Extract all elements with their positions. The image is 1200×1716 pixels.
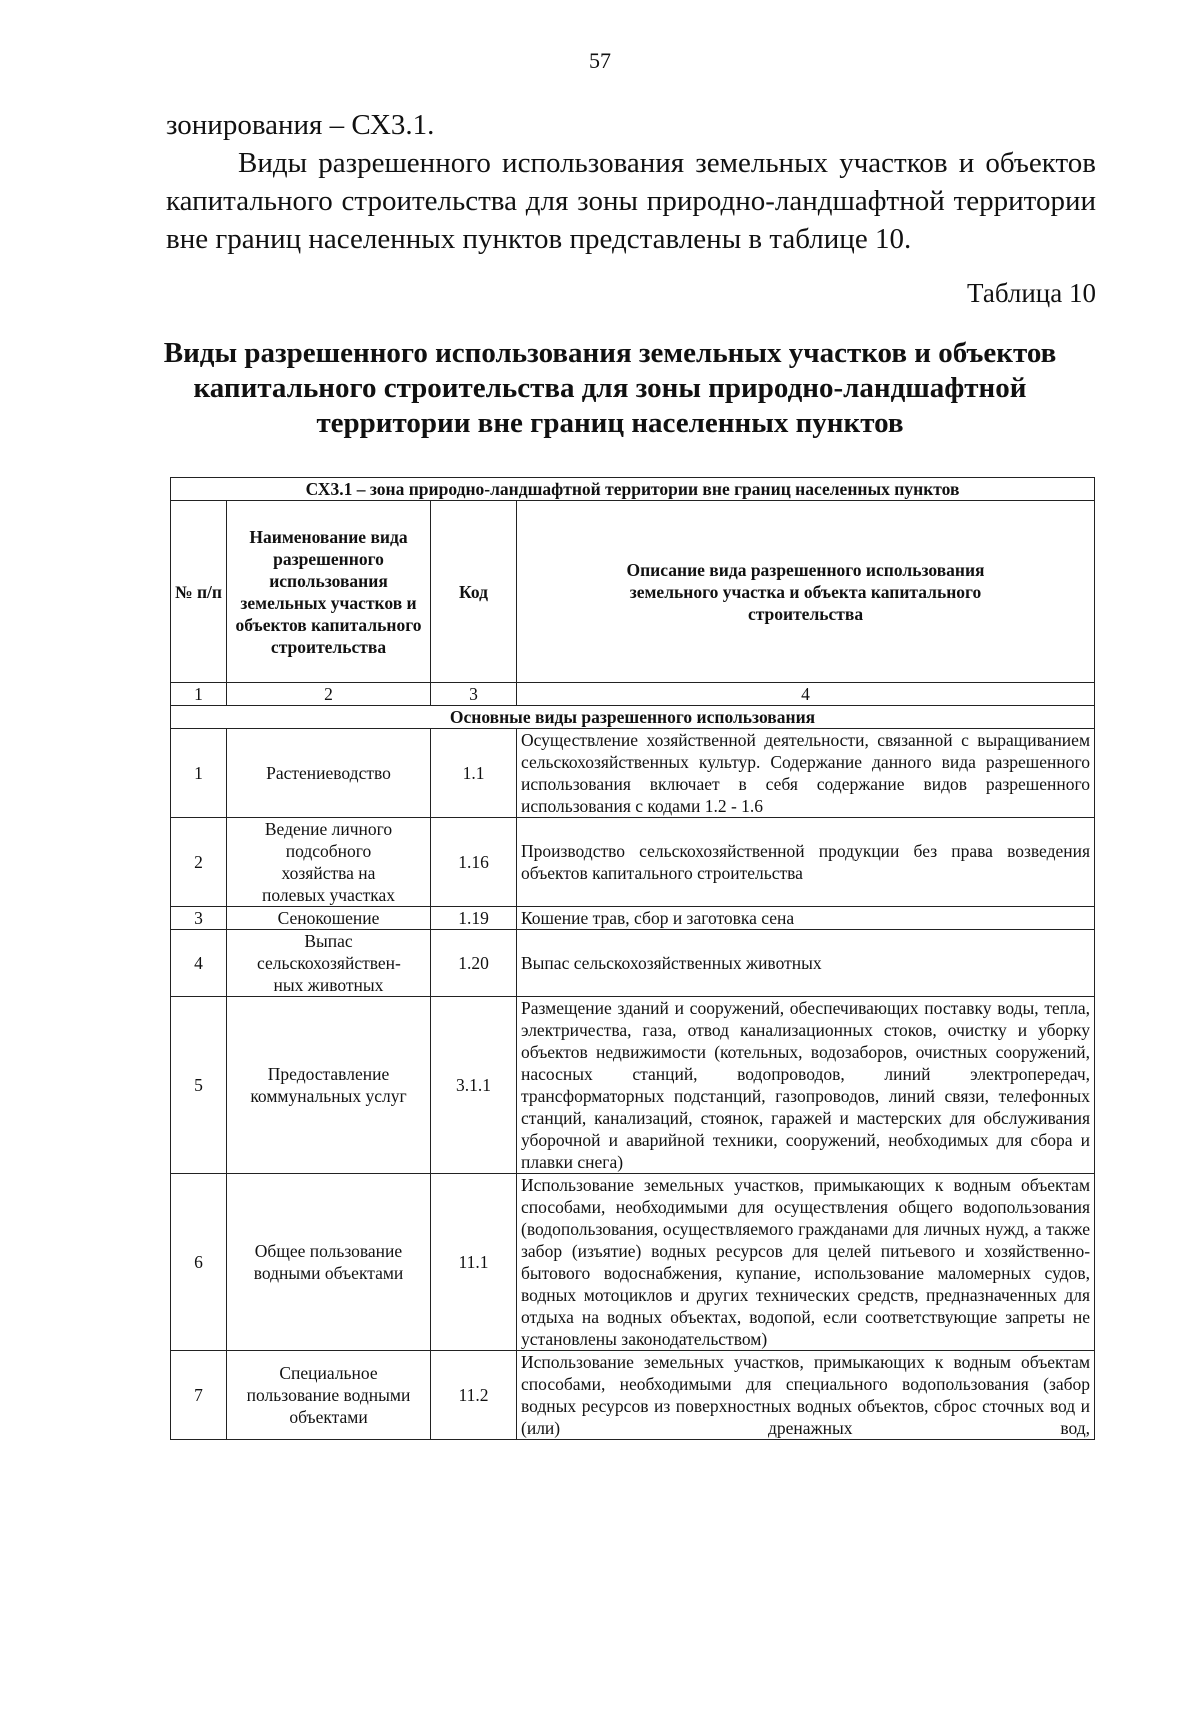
table-row <box>171 930 1095 997</box>
row-code: 11.2 <box>431 1351 517 1440</box>
table-title: Виды разрешенного использования земельных участков и объектов капитального строительства для зоны природно-ландшафтной территории вне границ населенных пунктов <box>163 337 1057 439</box>
row-name: Сенокошение <box>227 907 431 930</box>
intro-paragraph-1: зонирования – СХ3.1. <box>166 109 435 141</box>
row-name: Предоставление коммунальных услуг <box>227 997 431 1174</box>
column-number: 4 <box>517 683 1095 706</box>
table-row <box>171 729 1095 818</box>
row-description: Производство сельскохозяйственной продукции без права возведения объектов капитального строительства <box>517 818 1095 907</box>
header-num: № п/п <box>171 501 227 683</box>
row-description: Использование земельных участков, примыкающих к водным объектам способами, необходимыми для специального водопользования (забор водных ресурсов из поверхностных водных объектов, сброс сточных вод и (или) дренажных вод, <box>517 1351 1095 1440</box>
row-description: Выпас сельскохозяйственных животных <box>517 930 1095 997</box>
table-row <box>171 818 1095 907</box>
table-row <box>171 997 1095 1174</box>
row-number: 4 <box>171 930 227 997</box>
page-number: 57 <box>589 48 611 73</box>
row-description: Использование земельных участков, примыкающих к водным объектам способами, необходимыми для осуществления общего водопользования (водопользования, осуществляемого гражданами для личных нужд, а также забор (изъятие) водных ресурсов для целей питьевого и хозяйственно-бытового водоснабжения, купание, использование маломерных судов, водных мотоциклов и других технических средств, предназначенных для отдыха на водных объектах, водопой, если соответствующие запреты не установлены законодательством) <box>517 1174 1095 1351</box>
section-title: Основные виды разрешенного использования <box>171 706 1095 729</box>
zone-header: СХ3.1 – зона природно-ландшафтной территории вне границ населенных пунктов <box>171 478 1095 501</box>
row-number: 2 <box>171 818 227 907</box>
row-code: 1.19 <box>431 907 517 930</box>
intro-paragraph-2: Виды разрешенного использования земельных участков и объектов капитального строительства для зоны природно-ландшафтной территории вне границ населенных пунктов представлены в таблице 10. <box>166 147 1096 255</box>
row-name: Растениеводство <box>227 729 431 818</box>
column-number: 3 <box>431 683 517 706</box>
row-number: 3 <box>171 907 227 930</box>
row-name: Выпас сельскохозяйствен-ных животных <box>227 930 431 997</box>
row-code: 1.1 <box>431 729 517 818</box>
header-description: Описание вида разрешенного использования земельного участка и объекта капитального строительства <box>517 501 1095 683</box>
table-row <box>171 907 1095 930</box>
row-name: Общее пользование водными объектами <box>227 1174 431 1351</box>
row-code: 1.16 <box>431 818 517 907</box>
row-code: 1.20 <box>431 930 517 997</box>
row-description: Кошение трав, сбор и заготовка сена <box>517 907 1095 930</box>
row-name: Ведение личного подсобного хозяйства на полевых участках <box>227 818 431 907</box>
row-number: 6 <box>171 1174 227 1351</box>
header-name: Наименование вида разрешенного использования земельных участков и объектов капитального строительства <box>227 501 431 683</box>
column-number: 2 <box>227 683 431 706</box>
row-description: Осуществление хозяйственной деятельности, связанной с выращиванием сельскохозяйственных культур. Содержание данного вида разрешенного использования включает в себя содержание видов разрешенного использования с кодами 1.2 - 1.6 <box>517 729 1095 818</box>
row-name: Специальное пользование водными объектами <box>227 1351 431 1440</box>
row-number: 1 <box>171 729 227 818</box>
table-row <box>171 1351 1095 1440</box>
column-number: 1 <box>171 683 227 706</box>
row-code: 3.1.1 <box>431 997 517 1174</box>
row-code: 11.1 <box>431 1174 517 1351</box>
row-number: 5 <box>171 997 227 1174</box>
table-number: Таблица 10 <box>967 278 1096 308</box>
row-description: Размещение зданий и сооружений, обеспечивающих поставку воды, тепла, электричества, газа, отвод канализационных стоков, очистку и уборку объектов недвижимости (котельных, водозаборов, очистных сооружений, насосных станций, водопроводов, линий электропередач, трансформаторных подстанций, газопроводов, линий связи, телефонных станций, канализаций, стоянок, гаражей и мастерских для обслуживания уборочной и аварийной техники, сооружений, необходимых для сбора и плавки снега) <box>517 997 1095 1174</box>
header-code: Код <box>431 501 517 683</box>
land-use-table <box>170 477 1095 1440</box>
row-number: 7 <box>171 1351 227 1440</box>
table-row <box>171 1174 1095 1351</box>
